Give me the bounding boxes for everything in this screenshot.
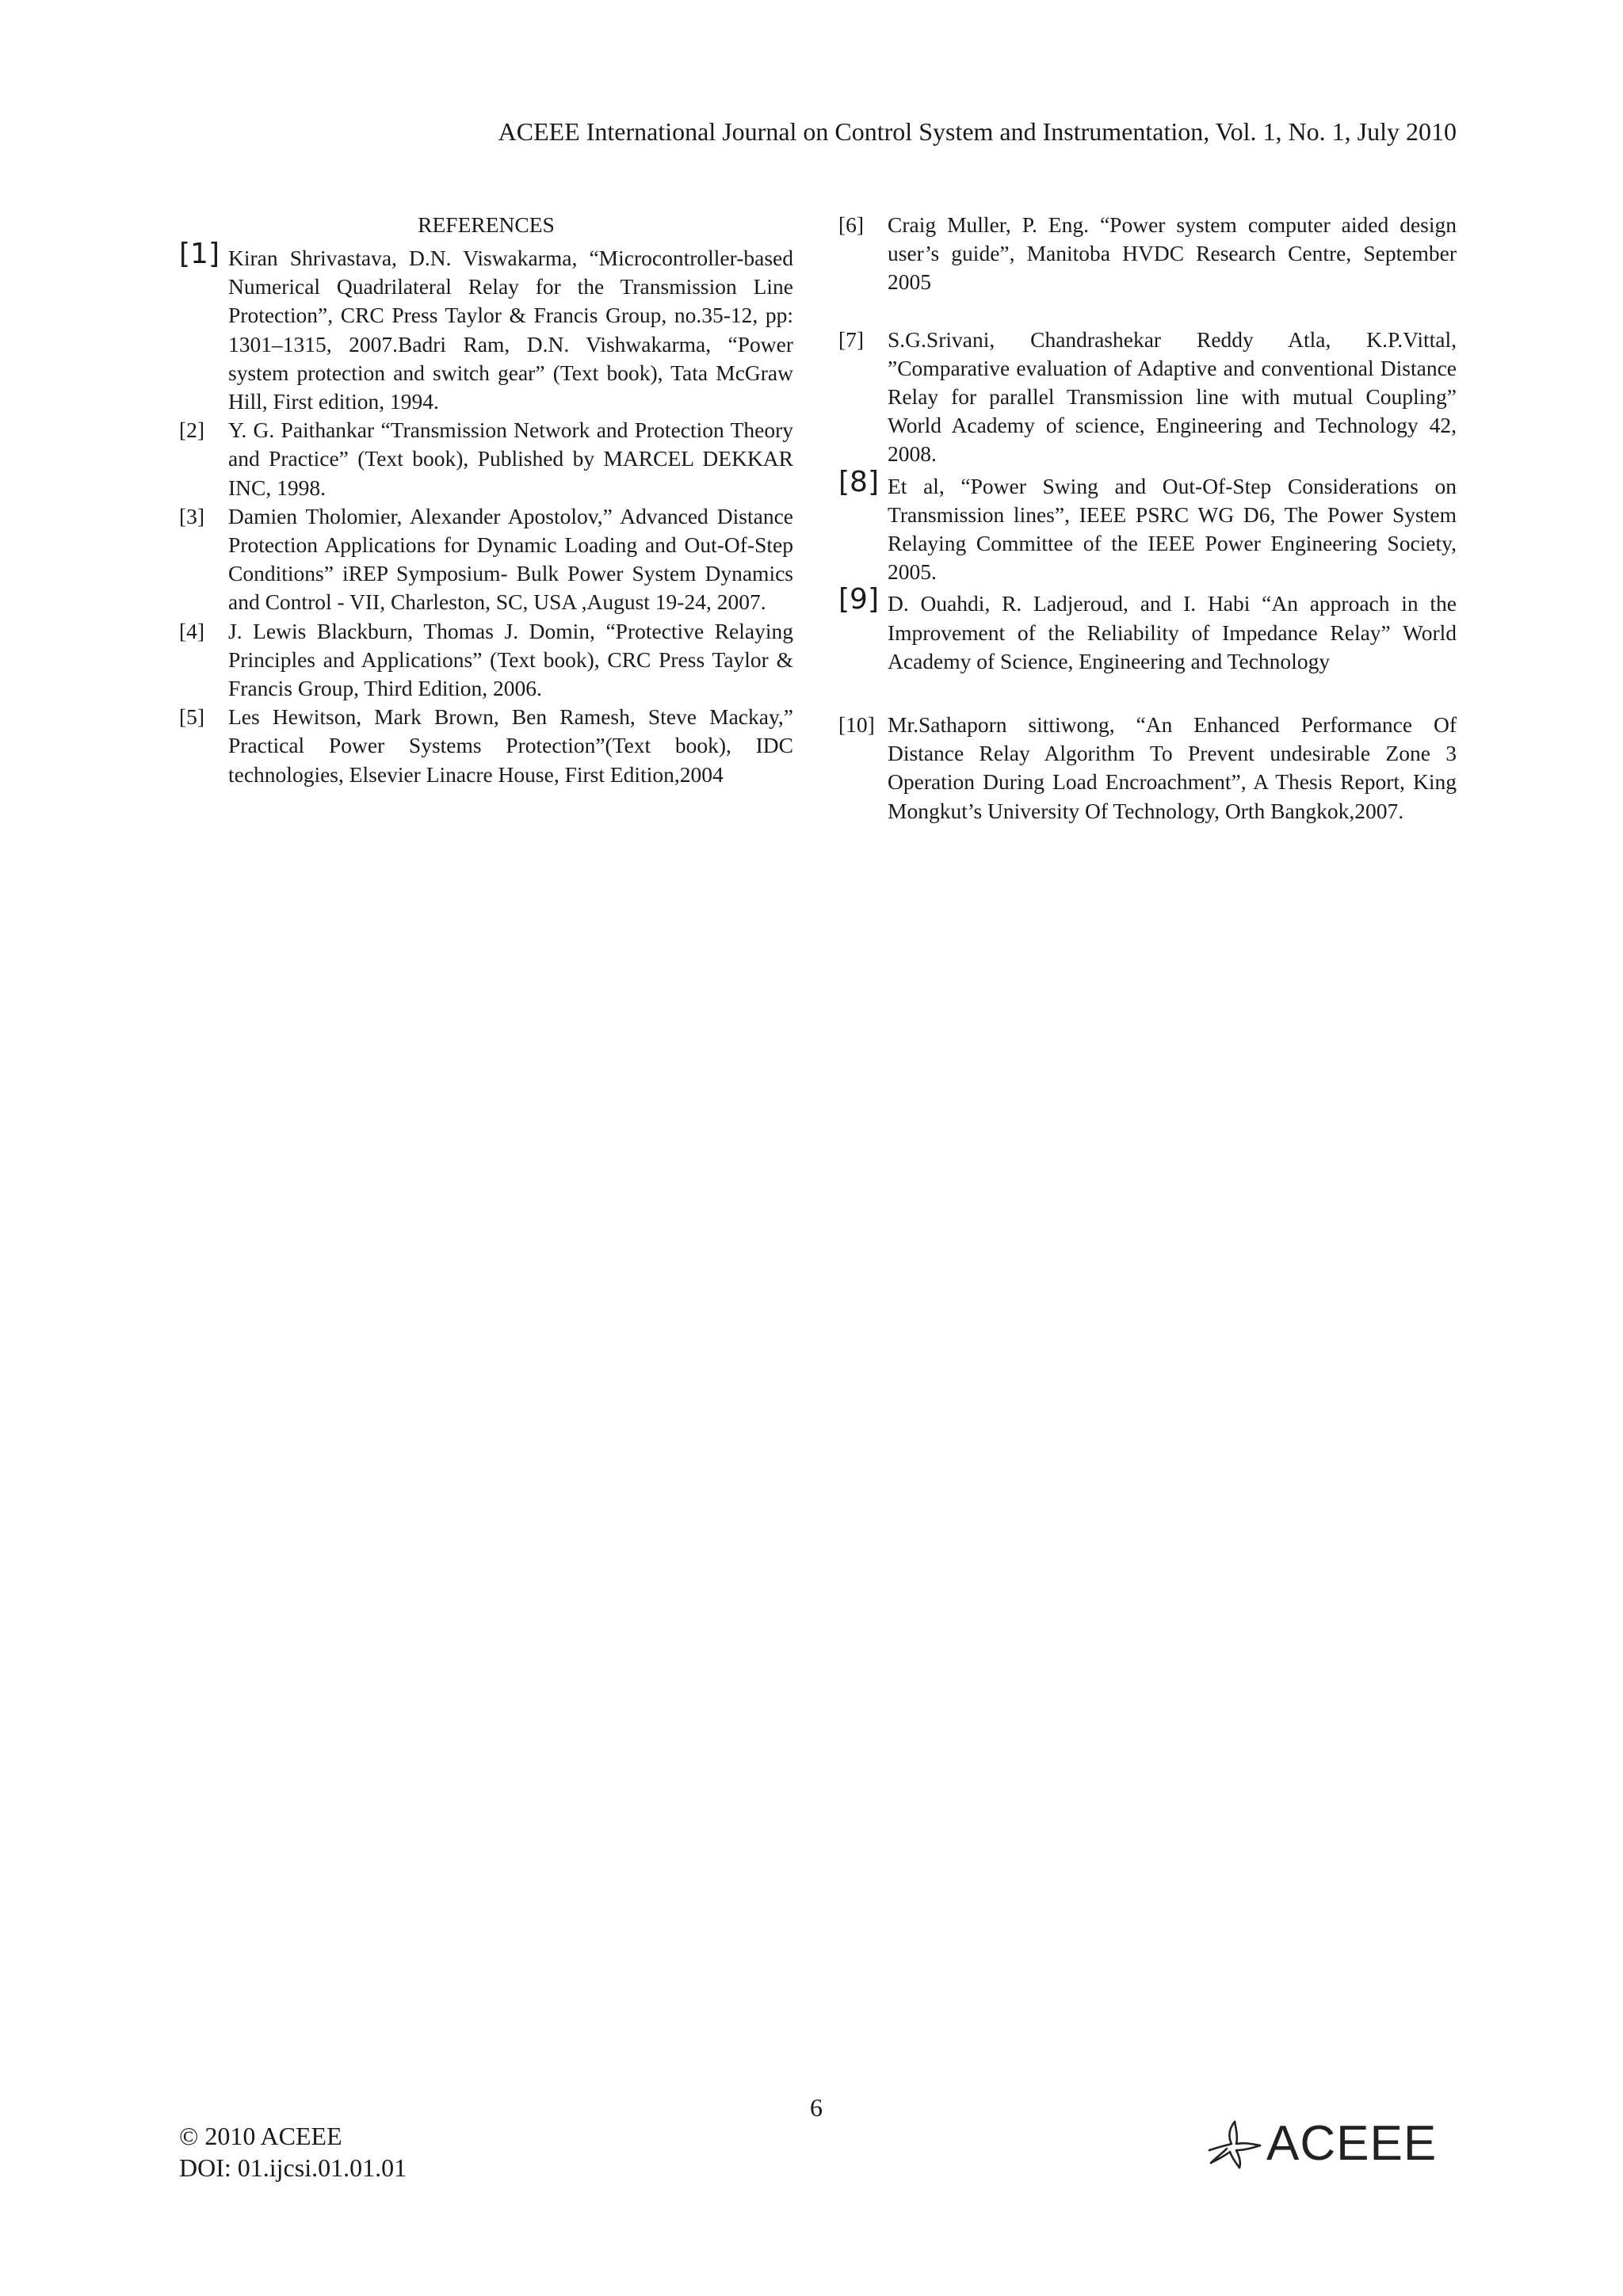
reference-number: [2]: [179, 418, 205, 443]
running-header: ACEEE International Journal on Control System and Instrumentation, Vol. 1, No. 1, July 2010: [498, 117, 1457, 146]
references-heading: REFERENCES: [418, 212, 555, 237]
doi-label: DOI: 01.ijcsi.01.01.01: [179, 2153, 407, 2182]
reference-text: J. Lewis Blackburn, Thomas J. Domin, “Protective Relaying Principles and Applications” (Text book), CRC Press Taylor & Francis Group, Third Edition, 2006.: [228, 618, 793, 701]
reference-item-9: [838, 583, 1457, 676]
reference-text: Les Hewitson, Mark Brown, Ben Ramesh, Steve Mackay,” Practical Power Systems Protection”(Text book), IDC technologies, Elsevier Linacre House, First Edition,2004: [228, 704, 793, 787]
reference-text: Kiran Shrivastava, D.N. Viswakarma, “Microcontroller-based Numerical Quadrilateral Relay for the Transmission Line Protection”, CRC Press Taylor & Francis Group, no.35-12, pp: 1301–1315, 2007.Badri Ram, D.N. Vishwakarma, “Power system protection and switch gear” (Text book), Tata McGraw Hill, First edition, 1994.: [228, 246, 793, 414]
logo-wordmark: ACEEE: [1266, 2116, 1438, 2171]
reference-text: Damien Tholomier, Alexander Apostolov,” Advanced Distance Protection Applications for Dynamic Loading and Out-Of-Step Conditions” iREP Symposium- Bulk Power System Dynamics and Control - VII, Charleston, SC, USA ,August 19-24, 2007.: [228, 503, 793, 615]
reference-text: Y. G. Paithankar “Transmission Network and Protection Theory and Practice” (Text book), Published by MARCEL DEKKAR INC, 1998.: [228, 418, 793, 500]
footer-info: [179, 2120, 407, 2183]
reference-number: [9]: [838, 583, 879, 616]
reference-item-6: [838, 211, 1457, 297]
aceee-logo: [1205, 2114, 1458, 2174]
copyright-notice: © 2010 ACEEE: [179, 2122, 342, 2150]
reference-item-10: [838, 711, 1457, 826]
reference-number: [10]: [838, 712, 875, 738]
reference-item-7: [838, 326, 1457, 469]
reference-item-1: [179, 238, 793, 416]
reference-item-5: [179, 703, 793, 789]
reference-item-8: [838, 465, 1457, 587]
reference-item-2: [179, 416, 793, 502]
reference-text: Craig Muller, P. Eng. “Power system computer aided design user’s guide”, Manitoba HVDC Research Centre, September 2005: [888, 212, 1457, 295]
reference-number: [6]: [838, 212, 865, 237]
reference-number: [5]: [179, 704, 205, 730]
references-left-column: [179, 211, 793, 789]
reference-number: [7]: [838, 326, 865, 352]
page-number: 6: [810, 2093, 823, 2122]
reference-number: [1]: [179, 238, 220, 270]
references-right-column: [838, 211, 1457, 826]
aceee-star-logo-icon: [1205, 2119, 1263, 2169]
reference-number: [8]: [838, 465, 879, 498]
reference-text: Et al, “Power Swing and Out-Of-Step Considerations on Transmission lines”, IEEE PSRC WG D6, The Power System Relaying Committee of the IEEE Power Engineering Society, 2005.: [888, 473, 1457, 585]
reference-text: Mr.Sathaporn sittiwong, “An Enhanced Performance Of Distance Relay Algorithm To Prevent undesirable Zone 3 Operation During Load Encroachment”, A Thesis Report, King Mongkut’s University Of Technology, Orth Bangkok,2007.: [888, 712, 1457, 823]
reference-number: [4]: [179, 618, 205, 643]
reference-item-4: [179, 617, 793, 704]
reference-number: [3]: [179, 503, 205, 528]
reference-text: D. Ouahdi, R. Ladjeroud, and I. Habi “An approach in the Improvement of the Reliability of Impedance Relay” World Academy of Science, Engineering and Technology: [888, 591, 1457, 673]
reference-text: S.G.Srivani, Chandrashekar Reddy Atla, K.P.Vittal, ”Comparative evaluation of Adaptive and conventional Distance Relay for parallel Transmission line with mutual Coupling” World Academy of science, Engineering and Technology 42, 2008.: [888, 326, 1457, 467]
reference-item-3: [179, 502, 793, 617]
